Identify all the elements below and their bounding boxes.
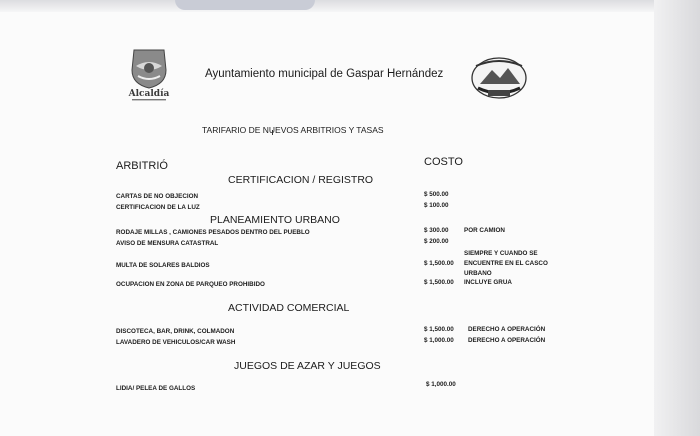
row-amount: $ 100.00 [424,202,449,209]
scan-right-edge [654,0,700,436]
alcaldia-logo-text: Alcaldía [128,89,170,99]
row-label: CARTAS DE NO OBJECION [116,193,199,200]
section-title-planeamiento: PLANEAMIENTO URBANO [210,214,340,226]
row-amount: $ 500.00 [424,191,449,198]
section-title-certificacion: CERTIFICACION / REGISTRO [228,174,374,186]
row-label: CERTIFICACION DE LA LUZ [116,204,200,211]
row-note: POR CAMION [464,227,505,234]
column-header-costo: COSTO [424,156,463,168]
document-title: Ayuntamiento municipal de Gaspar Hernández [205,68,444,80]
row-note: DERECHO A OPERACIÓN [468,326,546,333]
tariff-subtitle: TARIFARIO DE NUEVOS ARBITRIOS Y TASAS [202,125,384,135]
section-title-actividad-comercial: ACTIVIDAD COMERCIAL [228,302,350,314]
section-title-juegos: JUEGOS DE AZAR Y JUEGOS [234,360,381,372]
row-note: DERECHO A OPERACIÓN [468,337,546,344]
alcaldia-logo [120,48,178,102]
row-amount: $ 1,000.00 [426,381,456,388]
row-amount: $ 1,500.00 [424,260,454,267]
row-note-line: URBANO [464,270,492,277]
scan-smudge [175,0,315,10]
municipal-seal-logo [470,54,528,104]
row-label: AVISO DE MENSURA CATASTRAL [116,240,219,247]
scan-top-edge [0,0,700,12]
row-label: OCUPACION EN ZONA DE PARQUEO PROHIBIDO [116,281,265,288]
row-label: DISCOTECA, BAR, DRINK, COLMADON [116,328,235,335]
row-amount: $ 1,500.00 [424,279,454,286]
row-note-line: ENCUENTRE EN EL CASCO [464,260,548,267]
row-label: LAVADERO DE VEHICULOS/CAR WASH [116,339,236,346]
row-amount: $ 300.00 [424,227,449,234]
row-label: LIDIA/ PELEA DE GALLOS [116,385,196,392]
column-header-arbitrio: ARBITRIÓ [116,160,168,172]
pen-mark [272,130,276,135]
row-label: MULTA DE SOLARES BALDIOS [116,262,210,269]
row-note: INCLUYE GRUA [464,279,512,286]
row-note-line: SIEMPRE Y CUANDO SE [464,250,538,257]
row-amount: $ 1,000.00 [424,337,454,344]
row-amount: $ 200.00 [424,238,449,245]
row-label: RODAJE MILLAS , CAMIONES PESADOS DENTRO DEL PUEBLO [116,229,310,236]
row-amount: $ 1,500.00 [424,326,454,333]
